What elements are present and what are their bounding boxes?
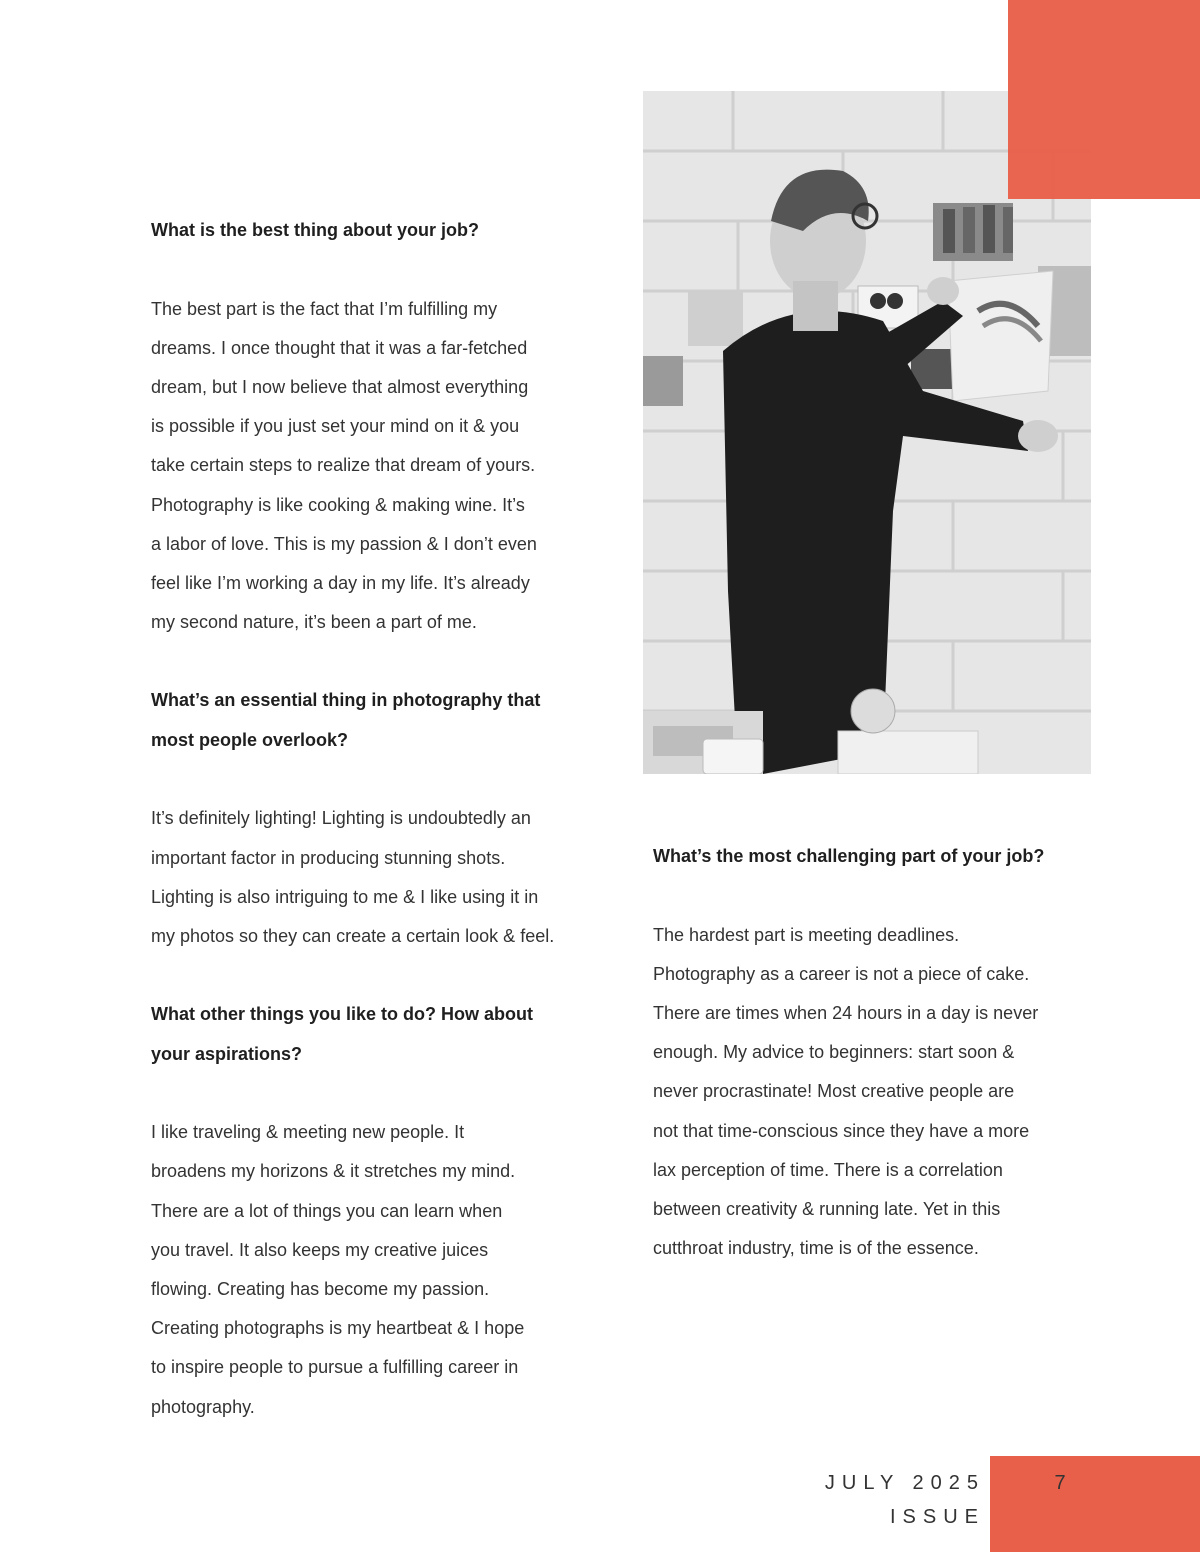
answer-line: take certain steps to realize that dream of yours. xyxy=(151,455,536,476)
answer-line: There are a lot of things you can learn when xyxy=(151,1200,503,1221)
answer-line: flowing. Creating has become my passion. xyxy=(151,1278,490,1299)
answer-line: my photos so they can create a certain look & feel. xyxy=(151,925,555,946)
issue-label: JULY 2025 ISSUE xyxy=(824,1472,985,1528)
answer-line: Lighting is also intriguing to me & I like using it in xyxy=(151,886,539,907)
left-column xyxy=(151,211,591,1427)
answer-line: The hardest part is meeting deadlines. xyxy=(653,924,960,945)
right-column xyxy=(653,837,1083,1268)
answer-line: between creativity & running late. Yet in this xyxy=(653,1198,1001,1219)
answer-line: Photography is like cooking & making wine. It’s xyxy=(151,494,525,515)
answer-line: Creating photographs is my heartbeat & I hope xyxy=(151,1318,525,1339)
answer-line: is possible if you just set your mind on it & you xyxy=(151,416,520,437)
answer-line: never procrastinate! Most creative people are xyxy=(653,1081,1015,1102)
answer-line: There are times when 24 hours in a day is never xyxy=(653,1002,1039,1023)
answer-line: important factor in producing stunning shots. xyxy=(151,847,506,868)
question-essential-thing: most people overlook? xyxy=(151,729,349,750)
answer-line: dreams. I once thought that it was a far-fetched xyxy=(151,337,528,358)
accent-block-top xyxy=(1008,0,1200,199)
answer-line: It’s definitely lighting! Lighting is undoubtedly an xyxy=(151,808,531,829)
question-essential-thing: What’s an essential thing in photography that xyxy=(151,690,541,711)
answer-line: lax perception of time. There is a correlation xyxy=(653,1159,1003,1180)
answer-line: The best part is the fact that I’m fulfilling my xyxy=(151,298,498,319)
question-challenging-part: What’s the most challenging part of your job? xyxy=(653,846,1045,866)
answer-line: broadens my horizons & it stretches my mind. xyxy=(151,1161,516,1182)
answer-line: I like traveling & meeting new people. It xyxy=(151,1122,465,1143)
question-other-things: your aspirations? xyxy=(151,1043,303,1064)
answer-line: photography. xyxy=(151,1396,255,1417)
answer-line: a labor of love. This is my passion & I don’t even xyxy=(151,533,537,554)
answer-line: cutthroat industry, time is of the essence. xyxy=(653,1238,979,1259)
answer-line: feel like I’m working a day in my life. It’s already xyxy=(151,572,530,593)
answer-line: you travel. It also keeps my creative juices xyxy=(151,1239,489,1260)
answer-line: Photography as a career is not a piece of cake. xyxy=(653,963,1030,984)
question-other-things: What other things you like to do? How about xyxy=(151,1004,533,1025)
answer-line: to inspire people to pursue a fulfilling career in xyxy=(151,1357,519,1378)
answer-line: my second nature, it’s been a part of me. xyxy=(151,612,477,633)
accent-block-footer xyxy=(990,1456,1200,1552)
answer-line: not that time-conscious since they have a more xyxy=(653,1120,1030,1141)
answer-line: enough. My advice to beginners: start soon & xyxy=(653,1042,1015,1063)
answer-line: dream, but I now believe that almost everything xyxy=(151,376,529,397)
question-best-thing: What is the best thing about your job? xyxy=(151,220,479,240)
page-number: 7 xyxy=(1054,1472,1066,1494)
